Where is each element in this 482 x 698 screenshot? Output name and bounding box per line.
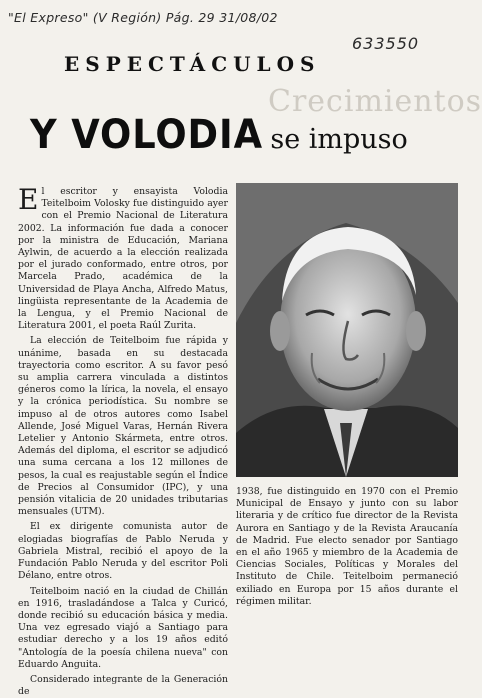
headline [30, 112, 450, 158]
headline-rest: se impuso [270, 124, 408, 155]
headline-main: Y VOLODIA [30, 112, 264, 158]
handwritten-source-note: "El Expreso" (V Región) Pág. 29 31/08/02 [8, 10, 278, 25]
portrait-illustration [236, 183, 458, 477]
article-paragraph: La elección de Teitelboim fue rápida y unánime, basada en su destacada trayectoria como escritor. A su favor pesó su amplia carrera vinculada a distintos géneros como la lírica, la novela, el ensayo y la crónica periodística. Su nombre se impuso al de otros autores como Isabel Allende, José Miguel Varas, Hernán Rivera Letelier y Antonio Skármeta, entre otros. Además del diploma, el escritor se adjudicó una suma cercana a los 12 millones de pesos, la cual es reajustable según el Índice de Precios al Consumidor (IPC), y una pensión vitalicia de 20 unidades tributarias mensuales (UTM). [18, 335, 228, 518]
drop-cap: E [18, 183, 39, 216]
article-paragraph: El escritor y ensayista Volodia Teitelboim Volosky fue distinguido ayer con el Premio Nacional de Literatura 2002. La información fue dada a conocer por la ministra de Educación, Mariana Aylwin, de acuerdo a la elección realizada por el jurado conformado, entre otros, por Marcela Prado, académica de la Universidad de Playa Ancha, Alfredo Matus, lingüista representante de la Academia de la Lengua, y el Premio Nacional de Literatura 2001, el poeta Raúl Zurita. [18, 183, 228, 332]
portrait-photo [236, 183, 458, 477]
article-paragraph: Teitelboim nació en la ciudad de Chillán en 1916, trasladándose a Talca y Curicó, donde recibió su educación básica y media. Una vez egresado viajó a Santiago para estudiar derecho y a los 19 años editó "Antología de la poesía chilena nueva" con Eduardo Anguita. [18, 585, 228, 670]
article-paragraph: Considerado integrante de la Generación de [18, 673, 228, 698]
article-column-left [18, 183, 228, 698]
article-column-right [236, 486, 458, 607]
handwritten-record-number: 633550 [352, 34, 420, 53]
article-paragraph: 1938, fue distinguido en 1970 con el Premio Municipal de Ensayo y junto con su labor literaria y de crítico fue director de la Revista Aurora en Santiago y de la Revista Araucanía de Madrid. Fue electo senador por Santiago en el año 1965 y miembro de la Academia de Ciencias Sociales, Políticas y Morales del Instituto de Chile. Teitelboim permaneció exiliado en Europa por 15 años durante el régimen militar. [236, 486, 458, 607]
section-title: ESPECTÁCULOS [64, 52, 321, 76]
article-paragraph: El ex dirigente comunista autor de elogiadas biografías de Pablo Neruda y Gabriela Mistral, recibió el apoyo de la Fundación Pablo Neruda y del escritor Poli Délano, entre otros. [18, 521, 228, 582]
faded-background-heading: Crecimientos [268, 84, 482, 119]
